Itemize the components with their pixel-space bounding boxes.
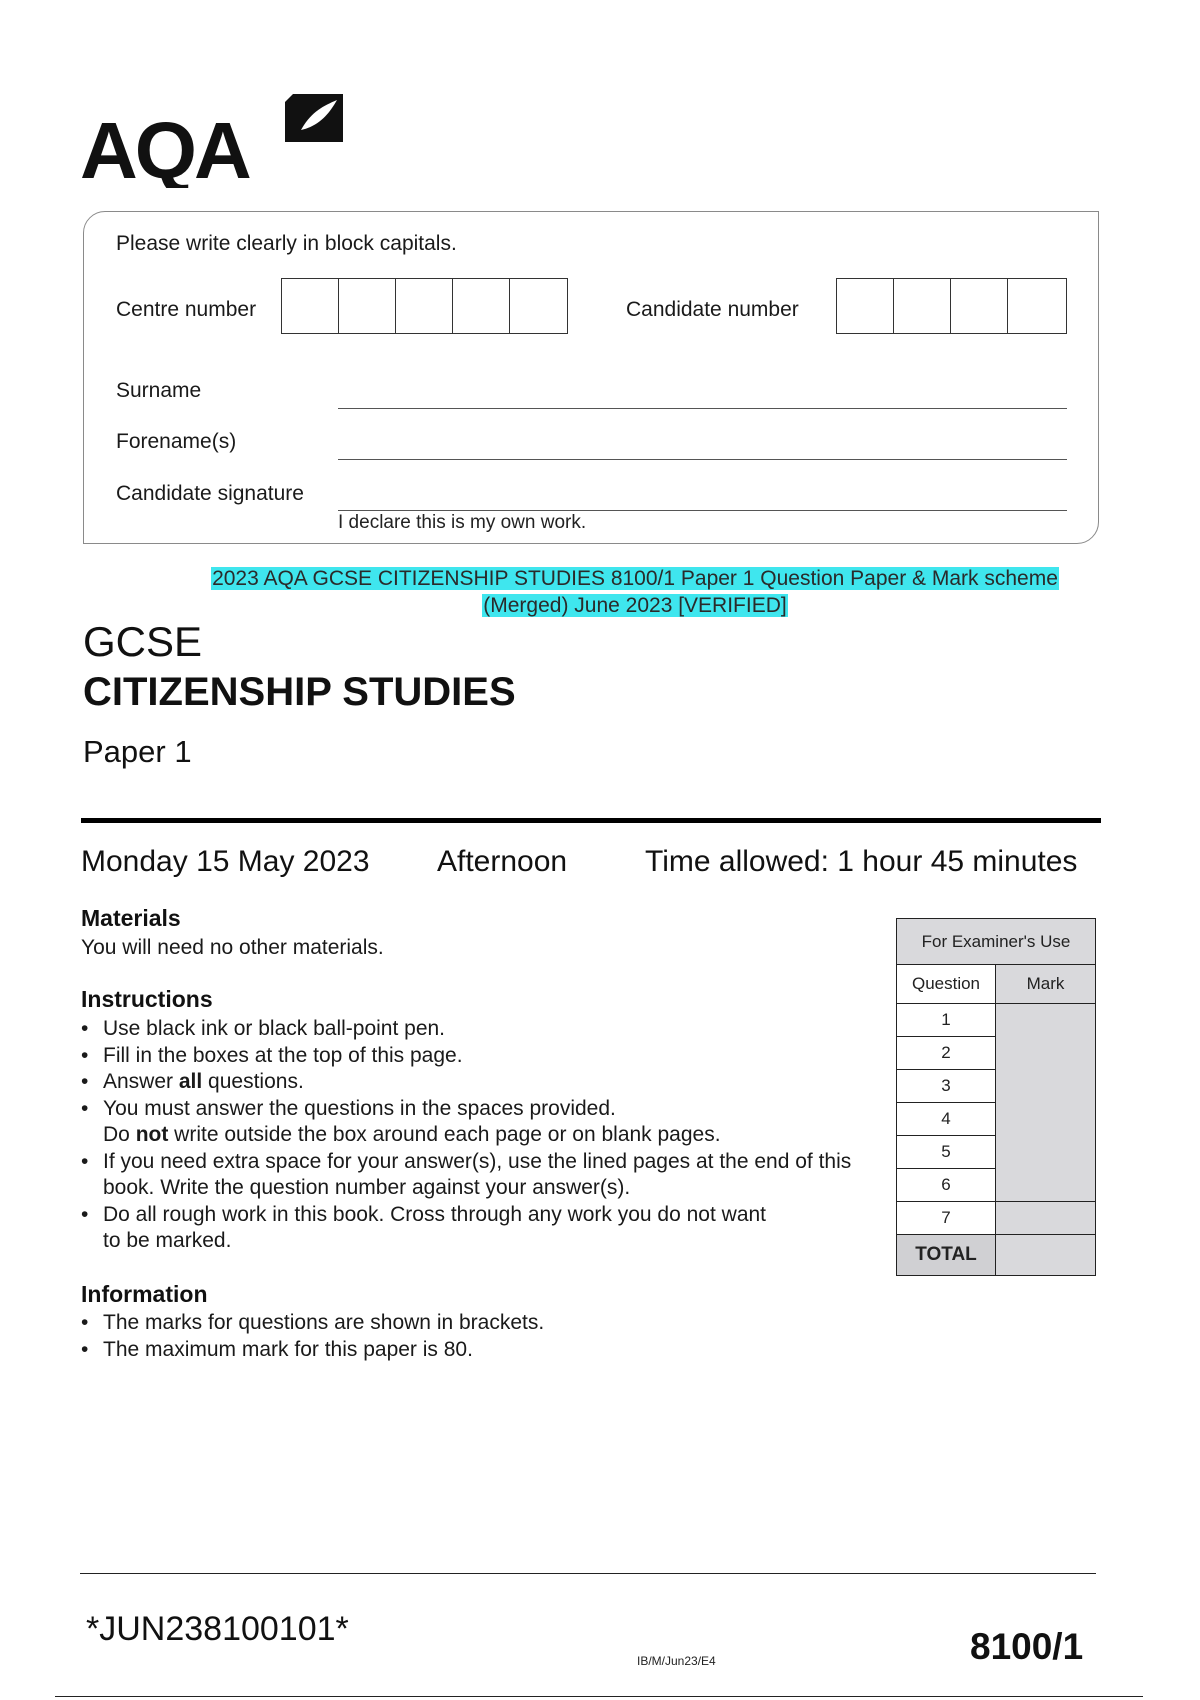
surname-field[interactable] <box>338 408 1067 409</box>
examiner-table-header: For Examiner's Use <box>897 919 1096 965</box>
aqa-logo <box>80 88 350 188</box>
barcode-text: *JUN238100101* <box>86 1610 349 1648</box>
signature-label: Candidate signature <box>116 482 304 505</box>
information-list <box>81 1310 861 1363</box>
mark-column-header: Mark <box>996 965 1096 1004</box>
page-bottom-rule <box>55 1696 1143 1697</box>
list-item: • The maximum mark for this paper is 80. <box>81 1337 861 1364</box>
question-number: 7 <box>897 1202 996 1235</box>
question-number: 1 <box>897 1004 996 1037</box>
highlight-line-1: 2023 AQA GCSE CITIZENSHIP STUDIES 8100/1 Paper 1 Question Paper & Mark scheme <box>212 567 1058 590</box>
list-item: • If you need extra space for your answer(s), use the lined pages at the end of this book. Write the question number against your answer(s). <box>81 1149 861 1202</box>
exam-session: Afternoon <box>437 845 568 878</box>
subject-title: CITIZENSHIP STUDIES <box>83 670 516 714</box>
surname-label: Surname <box>116 379 202 402</box>
candidate-digit-box[interactable] <box>837 279 894 333</box>
question-number: 5 <box>897 1136 996 1169</box>
aqa-logo-mark <box>80 88 350 188</box>
mark-cell <box>996 1004 1096 1202</box>
candidate-digit-box[interactable] <box>1008 279 1065 333</box>
centre-digit-box[interactable] <box>453 279 510 333</box>
information-heading: Information <box>81 1281 208 1307</box>
instructions-list <box>81 1016 861 1255</box>
paper-number: Paper 1 <box>83 734 192 769</box>
highlight-line-2: (Merged) June 2023 [VERIFIED] <box>483 594 787 617</box>
centre-number-label: Centre number <box>116 298 257 321</box>
candidate-digit-box[interactable] <box>951 279 1008 333</box>
exam-date: Monday 15 May 2023 <box>81 845 370 878</box>
signature-field[interactable] <box>338 510 1067 511</box>
footer-divider <box>80 1573 1096 1574</box>
centre-number-boxes[interactable] <box>281 278 568 334</box>
centre-digit-box[interactable] <box>339 279 396 333</box>
question-number: 6 <box>897 1169 996 1202</box>
candidate-number-boxes[interactable] <box>836 278 1067 334</box>
declaration-text: I declare this is my own work. <box>338 512 587 533</box>
mark-cell <box>996 1202 1096 1235</box>
list-item: • You must answer the questions in the spaces provided. Do not write outside the box around each page or on blank pages. <box>81 1096 861 1149</box>
document-reference: IB/M/Jun23/E4 <box>637 1654 716 1668</box>
forenames-field[interactable] <box>338 459 1067 460</box>
instructions-heading: Instructions <box>81 986 213 1012</box>
question-number: 2 <box>897 1037 996 1070</box>
question-number: 4 <box>897 1103 996 1136</box>
divider <box>81 818 1101 823</box>
list-item: • Do all rough work in this book. Cross through any work you do not want to be marked. <box>81 1202 783 1255</box>
aqa-logo-text: AQA <box>80 106 249 188</box>
materials-text: You will need no other materials. <box>81 936 384 959</box>
total-label: TOTAL <box>897 1235 996 1276</box>
list-item: • Answer all questions. <box>81 1069 861 1096</box>
examiner-use-table <box>896 918 1096 1276</box>
paper-code: 8100/1 <box>970 1626 1084 1667</box>
highlighted-title <box>180 565 1090 619</box>
centre-digit-box[interactable] <box>510 279 567 333</box>
total-mark-cell <box>996 1235 1096 1276</box>
centre-digit-box[interactable] <box>282 279 339 333</box>
centre-digit-box[interactable] <box>396 279 453 333</box>
forenames-label: Forename(s) <box>116 430 237 453</box>
materials-heading: Materials <box>81 905 181 931</box>
qualification-level: GCSE <box>83 618 203 665</box>
candidate-number-label: Candidate number <box>626 298 799 321</box>
time-allowed: Time allowed: 1 hour 45 minutes <box>645 845 1078 878</box>
block-capitals-instruction: Please write clearly in block capitals. <box>116 232 457 255</box>
candidate-digit-box[interactable] <box>894 279 951 333</box>
list-item: • The marks for questions are shown in brackets. <box>81 1310 861 1337</box>
question-number: 3 <box>897 1070 996 1103</box>
list-item: • Use black ink or black ball-point pen. <box>81 1016 861 1043</box>
question-column-header: Question <box>897 965 996 1004</box>
list-item: • Fill in the boxes at the top of this page. <box>81 1043 861 1070</box>
